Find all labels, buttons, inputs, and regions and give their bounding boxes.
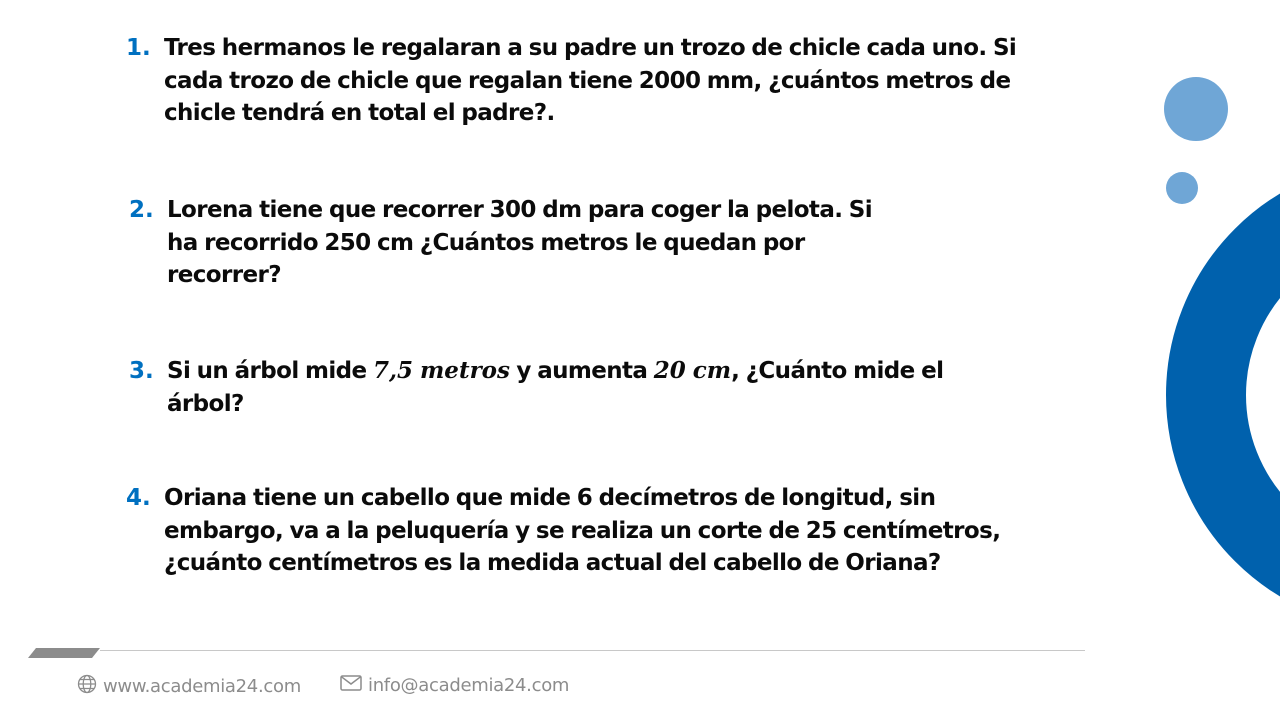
email-link[interactable]: info@academia24.com [368, 675, 570, 696]
footer-divider [100, 650, 1085, 651]
footer-website[interactable] [77, 674, 301, 699]
text-segment: y aumenta [509, 358, 654, 384]
problem-text [164, 32, 1016, 130]
decorative-circle-large [1164, 77, 1228, 141]
problem-line: ¿cuánto centímetros es la medida actual del cabello de Oriana? [164, 550, 941, 576]
text-segment: , ¿Cuánto mide el [731, 358, 944, 384]
problem-text [164, 482, 1000, 580]
problem-line: Oriana tiene un cabello que mide 6 decímetros de longitud, sin [164, 485, 936, 511]
problem-text [167, 194, 872, 292]
problem-number: 1. [126, 35, 151, 61]
decorative-circle-small [1166, 172, 1198, 204]
problem-line: Tres hermanos le regalaran a su padre un trozo de chicle cada uno. Si [164, 35, 1017, 61]
problem-line: Lorena tiene que recorrer 300 dm para coger la pelota. Si [167, 197, 873, 223]
problem-number: 2. [129, 197, 154, 223]
problem-number: 3. [129, 358, 154, 384]
problem-line: cada trozo de chicle que regalan tiene 2000 mm, ¿cuántos metros de [164, 67, 1011, 94]
math-expression: 20 cm [653, 357, 732, 384]
website-link[interactable]: www.academia24.com [103, 676, 301, 697]
problem-1 [126, 32, 1126, 130]
mail-icon [340, 674, 368, 697]
footer-email[interactable] [340, 674, 569, 697]
problem-line: chicle tendrá en total el padre?. [164, 100, 555, 126]
problem-number: 4. [126, 485, 151, 511]
problem-text [167, 355, 943, 420]
problem-3 [129, 355, 1029, 420]
text-segment: Si un árbol mide [167, 358, 373, 384]
problem-line [167, 355, 943, 388]
problem-4 [126, 482, 1126, 580]
problem-line: árbol? [167, 390, 244, 417]
problem-line: ha recorrido 250 cm ¿Cuántos metros le quedan por [167, 229, 805, 256]
decorative-ring [1166, 160, 1280, 630]
problem-line: embargo, va a la peluquería y se realiza un corte de 25 centímetros, [164, 517, 1001, 544]
footer-accent-bar [28, 648, 100, 658]
globe-icon [77, 674, 103, 699]
problem-line: recorrer? [167, 262, 281, 288]
math-expression: 7,5 metros [372, 357, 510, 384]
problem-2 [129, 194, 959, 292]
